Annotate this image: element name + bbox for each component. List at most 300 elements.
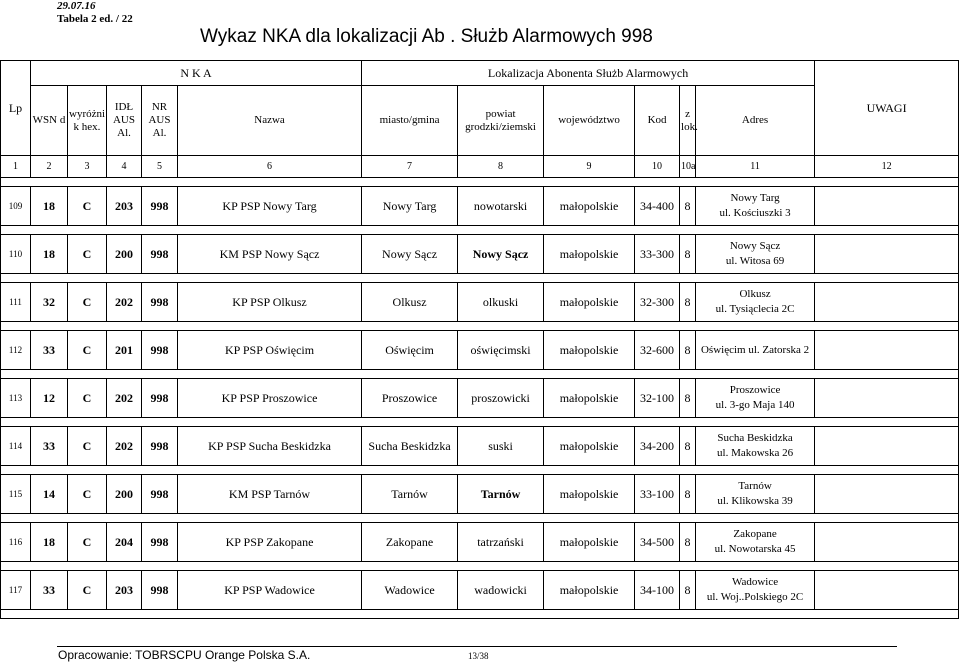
row-spacer bbox=[1, 370, 959, 379]
row-spacer bbox=[1, 274, 959, 283]
cell-adres bbox=[696, 475, 815, 514]
cell-miasto: Oświęcim bbox=[362, 331, 458, 370]
column-number: 3 bbox=[68, 156, 107, 178]
spacer-cell bbox=[178, 226, 362, 235]
cell-lp: 115 bbox=[1, 475, 31, 514]
cell-wyrozni: C bbox=[68, 475, 107, 514]
spacer-cell bbox=[178, 418, 362, 427]
cell-wsn: 32 bbox=[31, 283, 68, 322]
cell-uwagi bbox=[815, 523, 959, 562]
spacer-cell bbox=[68, 178, 107, 187]
spacer-cell bbox=[178, 610, 362, 619]
cell-lp: 114 bbox=[1, 427, 31, 466]
spacer-cell bbox=[635, 466, 680, 475]
cell-miasto: Nowy Targ bbox=[362, 187, 458, 226]
cell-wyrozni: C bbox=[68, 571, 107, 610]
cell-lp: 111 bbox=[1, 283, 31, 322]
spacer-cell bbox=[815, 514, 959, 523]
cell-miasto: Wadowice bbox=[362, 571, 458, 610]
table-row bbox=[1, 235, 959, 274]
row-spacer bbox=[1, 418, 959, 427]
spacer-cell bbox=[544, 514, 635, 523]
spacer-cell bbox=[68, 322, 107, 331]
table-row bbox=[1, 283, 959, 322]
spacer-cell bbox=[362, 178, 458, 187]
column-number: 8 bbox=[458, 156, 544, 178]
spacer-cell bbox=[815, 562, 959, 571]
spacer-cell bbox=[1, 178, 31, 187]
spacer-cell bbox=[635, 562, 680, 571]
header-row-groups bbox=[1, 61, 959, 86]
column-number: 5 bbox=[142, 156, 178, 178]
spacer-cell bbox=[142, 610, 178, 619]
cell-nazwa: KP PSP Nowy Targ bbox=[178, 187, 362, 226]
spacer-cell bbox=[107, 466, 142, 475]
column-number: 10 bbox=[635, 156, 680, 178]
cell-idl: 203 bbox=[107, 571, 142, 610]
cell-uwagi bbox=[815, 235, 959, 274]
spacer-cell bbox=[1, 370, 31, 379]
cell-idl: 200 bbox=[107, 475, 142, 514]
spacer-cell bbox=[635, 514, 680, 523]
col-nazwa-header: Nazwa bbox=[178, 86, 362, 156]
cell-wojewodztwo: małopolskie bbox=[544, 427, 635, 466]
spacer-cell bbox=[815, 322, 959, 331]
cell-nazwa: KP PSP Proszowice bbox=[178, 379, 362, 418]
cell-lp: 113 bbox=[1, 379, 31, 418]
spacer-cell bbox=[362, 562, 458, 571]
spacer-cell bbox=[680, 370, 696, 379]
cell-wyrozni: C bbox=[68, 427, 107, 466]
spacer-cell bbox=[107, 322, 142, 331]
cell-wojewodztwo: małopolskie bbox=[544, 283, 635, 322]
nka-table bbox=[0, 60, 959, 619]
cell-wsn: 33 bbox=[31, 571, 68, 610]
cell-nr-aus: 998 bbox=[142, 187, 178, 226]
spacer-cell bbox=[458, 322, 544, 331]
page-title: Wykaz NKA dla lokalizacji Ab . Służb Alarmowych 998 bbox=[200, 26, 653, 47]
table-row bbox=[1, 475, 959, 514]
spacer-cell bbox=[1, 322, 31, 331]
spacer-cell bbox=[142, 466, 178, 475]
spacer-cell bbox=[458, 226, 544, 235]
cell-kod: 34-100 bbox=[635, 571, 680, 610]
column-number: 9 bbox=[544, 156, 635, 178]
footer-divider bbox=[57, 646, 897, 647]
col-wojewodztwo-header: województwo bbox=[544, 86, 635, 156]
spacer-cell bbox=[31, 274, 68, 283]
spacer-cell bbox=[107, 226, 142, 235]
spacer-cell bbox=[68, 514, 107, 523]
adres-line-1: Proszowice bbox=[729, 384, 781, 396]
cell-wsn: 18 bbox=[31, 235, 68, 274]
cell-nr-aus: 998 bbox=[142, 475, 178, 514]
spacer-cell bbox=[458, 466, 544, 475]
nka-group-header: N K A bbox=[31, 61, 362, 86]
table-row bbox=[1, 427, 959, 466]
spacer-cell bbox=[815, 370, 959, 379]
row-spacer bbox=[1, 178, 959, 187]
spacer-cell bbox=[635, 610, 680, 619]
spacer-cell bbox=[362, 322, 458, 331]
adres-line-1: Wadowice bbox=[731, 576, 779, 588]
cell-adres bbox=[696, 235, 815, 274]
spacer-cell bbox=[458, 514, 544, 523]
table-row bbox=[1, 523, 959, 562]
cell-nr-aus: 998 bbox=[142, 523, 178, 562]
cell-z-lok: 8 bbox=[680, 427, 696, 466]
cell-wojewodztwo: małopolskie bbox=[544, 571, 635, 610]
cell-nazwa: KP PSP Sucha Beskidzka bbox=[178, 427, 362, 466]
spacer-cell bbox=[544, 226, 635, 235]
cell-nr-aus: 998 bbox=[142, 331, 178, 370]
spacer-cell bbox=[362, 514, 458, 523]
spacer-cell bbox=[635, 274, 680, 283]
spacer-cell bbox=[68, 274, 107, 283]
spacer-cell bbox=[107, 562, 142, 571]
cell-z-lok: 8 bbox=[680, 571, 696, 610]
spacer-cell bbox=[815, 274, 959, 283]
column-number: 11 bbox=[696, 156, 815, 178]
spacer-cell bbox=[362, 418, 458, 427]
col-miasto-header: miasto/gmina bbox=[362, 86, 458, 156]
adres-line-2: ul. Tysiąclecia 2C bbox=[715, 303, 795, 315]
spacer-cell bbox=[31, 226, 68, 235]
cell-idl: 204 bbox=[107, 523, 142, 562]
spacer-cell bbox=[107, 514, 142, 523]
cell-wyrozni: C bbox=[68, 187, 107, 226]
cell-kod: 34-200 bbox=[635, 427, 680, 466]
spacer-cell bbox=[178, 562, 362, 571]
spacer-cell bbox=[696, 418, 815, 427]
cell-nr-aus: 998 bbox=[142, 571, 178, 610]
cell-uwagi bbox=[815, 427, 959, 466]
cell-z-lok: 8 bbox=[680, 523, 696, 562]
adres-line-1: Oświęcim ul. Zatorska 2 bbox=[700, 343, 810, 356]
col-kod-header: Kod bbox=[635, 86, 680, 156]
cell-wyrozni: C bbox=[68, 379, 107, 418]
spacer-cell bbox=[696, 562, 815, 571]
spacer-cell bbox=[680, 178, 696, 187]
cell-wsn: 18 bbox=[31, 187, 68, 226]
spacer-cell bbox=[142, 514, 178, 523]
cell-adres bbox=[696, 571, 815, 610]
cell-nazwa: KP PSP Wadowice bbox=[178, 571, 362, 610]
cell-kod: 34-400 bbox=[635, 187, 680, 226]
spacer-cell bbox=[362, 370, 458, 379]
spacer-cell bbox=[1, 514, 31, 523]
cell-nr-aus: 998 bbox=[142, 427, 178, 466]
column-number: 6 bbox=[178, 156, 362, 178]
col-idl-header: IDŁ AUS Al. bbox=[107, 86, 142, 156]
date-label: 29.07.16 bbox=[57, 0, 96, 12]
column-number-row bbox=[1, 156, 959, 178]
cell-wojewodztwo: małopolskie bbox=[544, 379, 635, 418]
adres-line-2: ul. Nowotarska 45 bbox=[714, 543, 796, 555]
footer-page-number: 13/38 bbox=[468, 651, 489, 661]
spacer-cell bbox=[635, 226, 680, 235]
cell-wyrozni: C bbox=[68, 235, 107, 274]
spacer-cell bbox=[142, 226, 178, 235]
column-number: 7 bbox=[362, 156, 458, 178]
cell-miasto: Proszowice bbox=[362, 379, 458, 418]
spacer-cell bbox=[815, 226, 959, 235]
spacer-cell bbox=[696, 610, 815, 619]
spacer-cell bbox=[142, 562, 178, 571]
cell-uwagi bbox=[815, 379, 959, 418]
adres-line-1: Tarnów bbox=[738, 480, 772, 492]
cell-lp: 109 bbox=[1, 187, 31, 226]
row-spacer bbox=[1, 514, 959, 523]
cell-miasto: Olkusz bbox=[362, 283, 458, 322]
col-z-lok-header: z lok. bbox=[680, 86, 696, 156]
spacer-cell bbox=[178, 514, 362, 523]
table-row bbox=[1, 331, 959, 370]
spacer-cell bbox=[178, 274, 362, 283]
spacer-cell bbox=[458, 274, 544, 283]
spacer-cell bbox=[815, 610, 959, 619]
cell-powiat: nowotarski bbox=[458, 187, 544, 226]
cell-z-lok: 8 bbox=[680, 331, 696, 370]
spacer-cell bbox=[362, 226, 458, 235]
cell-powiat: Tarnów bbox=[458, 475, 544, 514]
col-uwagi-header: UWAGI bbox=[815, 61, 959, 156]
spacer-cell bbox=[362, 274, 458, 283]
adres-line-1: Nowy Sącz bbox=[729, 240, 781, 252]
spacer-cell bbox=[680, 418, 696, 427]
spacer-cell bbox=[68, 562, 107, 571]
adres-line-2: ul. 3-go Maja 140 bbox=[715, 399, 795, 411]
cell-kod: 32-100 bbox=[635, 379, 680, 418]
spacer-cell bbox=[107, 274, 142, 283]
cell-powiat: proszowicki bbox=[458, 379, 544, 418]
spacer-cell bbox=[68, 370, 107, 379]
cell-uwagi bbox=[815, 571, 959, 610]
cell-kod: 32-300 bbox=[635, 283, 680, 322]
cell-miasto: Zakopane bbox=[362, 523, 458, 562]
cell-wyrozni: C bbox=[68, 331, 107, 370]
cell-uwagi bbox=[815, 475, 959, 514]
cell-kod: 33-300 bbox=[635, 235, 680, 274]
spacer-cell bbox=[362, 610, 458, 619]
col-nr-aus-header: NR AUS Al. bbox=[142, 86, 178, 156]
cell-z-lok: 8 bbox=[680, 475, 696, 514]
spacer-cell bbox=[815, 418, 959, 427]
adres-line-1: Sucha Beskidzka bbox=[717, 432, 793, 444]
spacer-cell bbox=[107, 610, 142, 619]
spacer-cell bbox=[1, 562, 31, 571]
cell-kod: 34-500 bbox=[635, 523, 680, 562]
row-spacer bbox=[1, 466, 959, 475]
cell-wsn: 33 bbox=[31, 427, 68, 466]
cell-nazwa: KP PSP Olkusz bbox=[178, 283, 362, 322]
cell-nr-aus: 998 bbox=[142, 235, 178, 274]
table-row bbox=[1, 571, 959, 610]
spacer-cell bbox=[31, 418, 68, 427]
location-group-header: Lokalizacja Abonenta Służb Alarmowych bbox=[362, 61, 815, 86]
spacer-cell bbox=[68, 610, 107, 619]
spacer-cell bbox=[680, 322, 696, 331]
cell-wojewodztwo: małopolskie bbox=[544, 331, 635, 370]
cell-nazwa: KP PSP Zakopane bbox=[178, 523, 362, 562]
cell-idl: 200 bbox=[107, 235, 142, 274]
col-lp-header: Lp bbox=[1, 61, 31, 156]
spacer-cell bbox=[635, 322, 680, 331]
spacer-cell bbox=[815, 466, 959, 475]
adres-line-1: Olkusz bbox=[739, 288, 771, 300]
spacer-cell bbox=[31, 466, 68, 475]
cell-z-lok: 8 bbox=[680, 379, 696, 418]
cell-adres bbox=[696, 187, 815, 226]
cell-powiat: oświęcimski bbox=[458, 331, 544, 370]
spacer-cell bbox=[696, 274, 815, 283]
spacer-cell bbox=[31, 610, 68, 619]
spacer-cell bbox=[544, 466, 635, 475]
cell-adres bbox=[696, 331, 815, 370]
cell-nazwa: KM PSP Tarnów bbox=[178, 475, 362, 514]
spacer-cell bbox=[107, 418, 142, 427]
cell-powiat: olkuski bbox=[458, 283, 544, 322]
spacer-cell bbox=[142, 370, 178, 379]
spacer-cell bbox=[31, 514, 68, 523]
cell-z-lok: 8 bbox=[680, 187, 696, 226]
cell-wsn: 14 bbox=[31, 475, 68, 514]
cell-wsn: 18 bbox=[31, 523, 68, 562]
spacer-cell bbox=[458, 610, 544, 619]
spacer-cell bbox=[544, 562, 635, 571]
spacer-cell bbox=[142, 418, 178, 427]
spacer-cell bbox=[178, 370, 362, 379]
cell-nr-aus: 998 bbox=[142, 283, 178, 322]
cell-powiat: wadowicki bbox=[458, 571, 544, 610]
col-adres-header: Adres bbox=[696, 86, 815, 156]
spacer-cell bbox=[680, 226, 696, 235]
cell-wojewodztwo: małopolskie bbox=[544, 523, 635, 562]
row-spacer bbox=[1, 226, 959, 235]
spacer-cell bbox=[107, 370, 142, 379]
table-row bbox=[1, 379, 959, 418]
spacer-cell bbox=[1, 466, 31, 475]
spacer-cell bbox=[68, 226, 107, 235]
cell-miasto: Nowy Sącz bbox=[362, 235, 458, 274]
column-number: 4 bbox=[107, 156, 142, 178]
cell-idl: 202 bbox=[107, 283, 142, 322]
spacer-cell bbox=[680, 274, 696, 283]
col-wsn-header: WSN d bbox=[31, 86, 68, 156]
spacer-cell bbox=[178, 322, 362, 331]
cell-uwagi bbox=[815, 283, 959, 322]
cell-wyrozni: C bbox=[68, 283, 107, 322]
cell-adres bbox=[696, 523, 815, 562]
spacer-cell bbox=[544, 370, 635, 379]
column-number: 2 bbox=[31, 156, 68, 178]
spacer-cell bbox=[31, 178, 68, 187]
spacer-cell bbox=[696, 322, 815, 331]
cell-kod: 33-100 bbox=[635, 475, 680, 514]
adres-line-2: ul. Makowska 26 bbox=[717, 447, 794, 459]
column-number: 1 bbox=[1, 156, 31, 178]
spacer-cell bbox=[178, 466, 362, 475]
cell-nr-aus: 998 bbox=[142, 379, 178, 418]
cell-kod: 32-600 bbox=[635, 331, 680, 370]
spacer-cell bbox=[142, 178, 178, 187]
adres-line-1: Zakopane bbox=[733, 528, 777, 540]
spacer-cell bbox=[362, 466, 458, 475]
footer-prepared-by: Opracowanie: TOBRSCPU Orange Polska S.A. bbox=[58, 648, 311, 662]
cell-powiat: suski bbox=[458, 427, 544, 466]
cell-lp: 117 bbox=[1, 571, 31, 610]
adres-line-2: ul. Witosa 69 bbox=[725, 255, 785, 267]
cell-miasto: Tarnów bbox=[362, 475, 458, 514]
table-body bbox=[1, 178, 959, 619]
cell-adres bbox=[696, 283, 815, 322]
spacer-cell bbox=[458, 178, 544, 187]
cell-idl: 201 bbox=[107, 331, 142, 370]
cell-lp: 116 bbox=[1, 523, 31, 562]
spacer-cell bbox=[680, 610, 696, 619]
spacer-cell bbox=[696, 466, 815, 475]
spacer-cell bbox=[68, 466, 107, 475]
column-number: 10a bbox=[680, 156, 696, 178]
spacer-cell bbox=[1, 418, 31, 427]
cell-idl: 202 bbox=[107, 379, 142, 418]
cell-wsn: 12 bbox=[31, 379, 68, 418]
cell-wyrozni: C bbox=[68, 523, 107, 562]
cell-wojewodztwo: małopolskie bbox=[544, 187, 635, 226]
cell-idl: 202 bbox=[107, 427, 142, 466]
cell-adres bbox=[696, 379, 815, 418]
row-spacer bbox=[1, 562, 959, 571]
cell-adres bbox=[696, 427, 815, 466]
cell-lp: 110 bbox=[1, 235, 31, 274]
adres-line-1: Nowy Targ bbox=[730, 192, 780, 204]
cell-wojewodztwo: małopolskie bbox=[544, 235, 635, 274]
cell-uwagi bbox=[815, 331, 959, 370]
spacer-cell bbox=[178, 178, 362, 187]
spacer-cell bbox=[31, 370, 68, 379]
cell-z-lok: 8 bbox=[680, 283, 696, 322]
spacer-cell bbox=[142, 274, 178, 283]
spacer-cell bbox=[635, 418, 680, 427]
cell-wojewodztwo: małopolskie bbox=[544, 475, 635, 514]
row-spacer bbox=[1, 322, 959, 331]
cell-wsn: 33 bbox=[31, 331, 68, 370]
row-spacer bbox=[1, 610, 959, 619]
spacer-cell bbox=[458, 418, 544, 427]
cell-nazwa: KM PSP Nowy Sącz bbox=[178, 235, 362, 274]
cell-powiat: tatrzański bbox=[458, 523, 544, 562]
cell-powiat: Nowy Sącz bbox=[458, 235, 544, 274]
spacer-cell bbox=[458, 370, 544, 379]
spacer-cell bbox=[544, 274, 635, 283]
spacer-cell bbox=[544, 178, 635, 187]
spacer-cell bbox=[68, 418, 107, 427]
spacer-cell bbox=[458, 562, 544, 571]
cell-z-lok: 8 bbox=[680, 235, 696, 274]
cell-lp: 112 bbox=[1, 331, 31, 370]
col-powiat-header: powiat grodzki/ziemski bbox=[458, 86, 544, 156]
spacer-cell bbox=[107, 178, 142, 187]
spacer-cell bbox=[31, 322, 68, 331]
col-wyrozni-header: wyróżni k hex. bbox=[68, 86, 107, 156]
spacer-cell bbox=[680, 514, 696, 523]
cell-uwagi bbox=[815, 187, 959, 226]
table-edition-label: Tabela 2 ed. / 22 bbox=[57, 13, 133, 25]
spacer-cell bbox=[635, 178, 680, 187]
cell-idl: 203 bbox=[107, 187, 142, 226]
spacer-cell bbox=[680, 466, 696, 475]
column-number: 12 bbox=[815, 156, 959, 178]
